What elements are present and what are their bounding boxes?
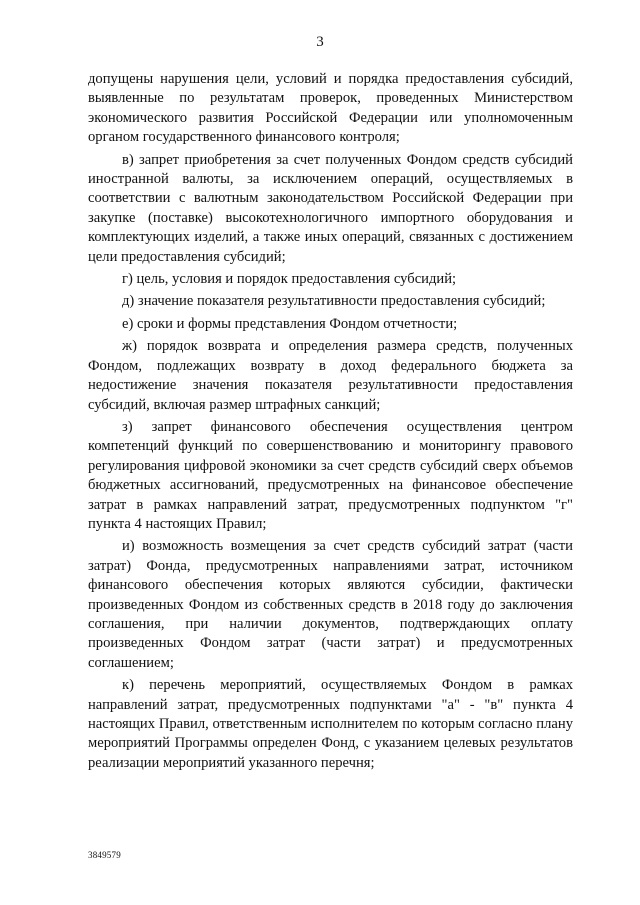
paragraph-item-zh: ж) порядок возврата и определения размера средств, полученных Фондом, подлежащих возврату в доход федерального бюджета за недостижение значения показателя результативности предоставления субсидий, включая размер штрафных санкций; — [88, 338, 573, 413]
paragraph-item-z: з) запрет финансового обеспечения осуществления центром компетенций функций по совершенствованию и мониторингу правового регулирования цифровой экономики за счет средств субсидий сверх объемов бюджетных ассигнований, предусмотренных на финансовое обеспечение затрат в рамках направлений затрат, предусмотренных подпунктом "г" пункта 4 настоящих Правил; — [88, 418, 573, 532]
paragraph-item-v: в) запрет приобретения за счет полученных Фондом средств субсидий иностранной валюты, за исключением операций, осуществляемых в соответствии с валютным законодательством Российской Федерации при закупке (поставке) высокотехнологичного импортного оборудования и комплектующих изделий, а также иных операций, связанных с достижением цели предоставления субсидий; — [88, 151, 573, 265]
paragraph-continuation: допущены нарушения цели, условий и порядка предоставления субсидий, выявленные по результатам проверок, проведенных Министерством экономического развития Российской Федерации или уполномоченным органом государственного финансового контроля; — [88, 71, 573, 146]
paragraph-item-g: г) цель, условия и порядок предоставления субсидий; — [122, 271, 457, 288]
document-code: 3849579 — [88, 850, 121, 860]
paragraph-item-e: е) сроки и формы представления Фондом отчетности; — [122, 315, 458, 332]
paragraph-item-k: к) перечень мероприятий, осуществляемых Фондом в рамках направлений затрат, предусмотренных подпунктами "а" - "в" пункта 4 настоящих Правил, ответственным исполнителем по которым согласно плану мероприятий Программы определен Фонд, с указанием целевых результатов реализации мероприятий указанного перечня; — [88, 677, 573, 771]
paragraph-item-d: д) значение показателя результативности предоставления субсидий; — [122, 293, 546, 310]
paragraph-item-i: и) возможность возмещения за счет средств субсидий затрат (части затрат) Фонда, предусмотренных направлениями затрат, источником финансового обеспечения которых являются субсидии, фактически произведенных Фондом из собственных средств в 2018 году до заключения соглашения, при наличии документов, подтверждающих оплату произведенных Фондом затрат (части затрат) и предусмотренных соглашением; — [88, 538, 573, 671]
page-number: 3 — [316, 34, 324, 50]
document-body — [88, 70, 573, 773]
